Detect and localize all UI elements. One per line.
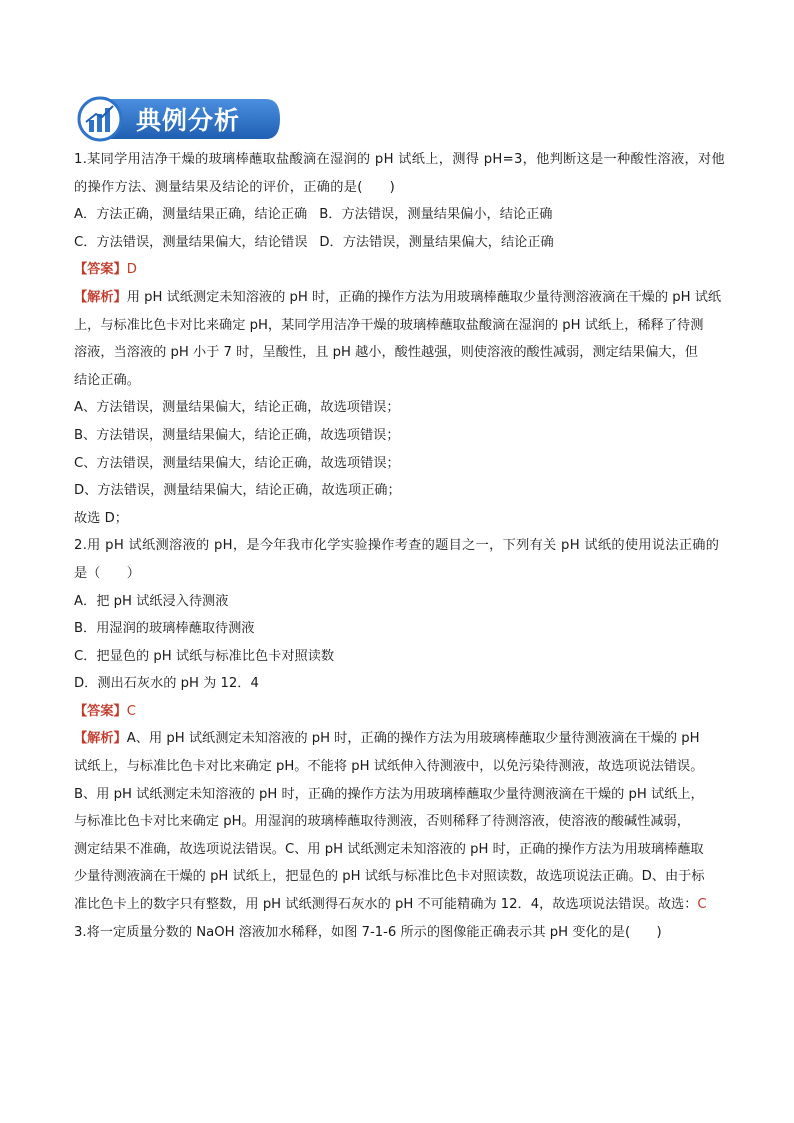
section-title: 典例分析 [136,106,241,135]
analysis-line: B、用 pH 试纸测定未知溶液的 pH 时，正确的操作方法为用玻璃棒蘸取少量待测液滴在干燥的 pH 试纸上， [74,786,704,802]
analysis-line: 溶液，当溶液的 pH 小于 7 时，呈酸性，且 pH 越小，酸性越强，则使溶液的酸性减弱，测定结果偏大，但 [74,345,698,361]
answer-line [74,256,734,284]
option-c: C．把显色的 pH 试纸与标准比色卡对照读数 [74,648,335,664]
document-body [74,146,734,946]
answer-line [74,698,734,726]
analysis-text: 用 pH 试纸测定未知溶液的 pH 时，正确的操作方法为用玻璃棒蘸取少量待测溶液滴在干燥的 pH 试纸 [126,289,722,305]
question-stem-line: 3.将一定质量分数的 NaOH 溶液加水稀释，如图 7-1-6 所示的图像能正确表示其 pH 变化的是( ) [74,924,662,940]
analysis-conclusion: 故选 D； [74,510,128,526]
analysis-text: 准比色卡上的数字只有整数，用 pH 试纸测得石灰水的 pH 不可能精确为 12．4，故选项说法错误。故选： [74,897,698,913]
options-row [74,201,734,229]
answer-value: D [126,262,137,278]
question-stem-line: 1.某同学用洁净干燥的玻璃棒蘸取盐酸滴在湿润的 pH 试纸上，测得 pH=3，他判断这是一种酸性溶液，对他 [74,152,725,167]
question-2 [74,532,734,918]
analysis-line [74,725,734,753]
analysis-item: A、方法错误，测量结果偏大，结论正确，故选项错误； [74,400,400,416]
option-b: B．方法错误，测量结果偏小，结论正确 [319,207,553,223]
analysis-line: 结论正确。 [74,372,140,388]
analysis-line [74,891,734,919]
analysis-line: 与标准比色卡对比来确定 pH。用湿润的玻璃棒蘸取待测液，否则稀释了待测溶液，使溶液的酸碱性减弱， [74,814,690,830]
analysis-line [74,284,734,312]
question-stem-line: 2.用 pH 试纸测溶液的 pH，是今年我市化学实验操作考查的题目之一，下列有关 pH 试纸的使用说法正确的 [74,538,720,554]
analysis-line: 测定结果不准确，故选项说法错误。C、用 pH 试纸测定未知溶液的 pH 时，正确的操作方法为用玻璃棒蘸取 [74,841,704,857]
analysis-item: D、方法错误，测量结果偏大，结论正确，故选项正确； [74,483,401,499]
answer-tag: 【答案】 [74,703,127,719]
analysis-tag: 【解析】 [74,289,127,305]
analysis-tag: 【解析】 [74,731,127,747]
option-c: C．方法错误，测量结果偏大，结论错误 [74,234,308,250]
question-stem-line: 的操作方法、测量结果及结论的评价，正确的是( ) [74,179,396,195]
option-b: B．用湿润的玻璃棒蘸取待测液 [74,621,255,637]
analysis-line: 上，与标准比色卡对比来确定 pH，某同学用洁净干燥的玻璃棒蘸取盐酸滴在湿润的 pH 试纸上，稀释了待测 [74,317,704,333]
question-stem-line: 是（ ） [74,565,140,581]
options-row [74,229,734,257]
option-d: D．测出石灰水的 pH 为 12．4 [74,676,259,692]
analysis-text: A、用 pH 试纸测定未知溶液的 pH 时，正确的操作方法为用玻璃棒蘸取少量待测液滴在干燥的 pH [126,731,700,747]
option-d: D．方法错误，测量结果偏大，结论正确 [319,234,554,250]
answer-tag: 【答案】 [74,262,127,278]
analysis-item: B、方法错误，测量结果偏大，结论正确，故选项错误； [74,427,400,443]
question-3 [74,919,734,947]
analysis-line: 少量待测液滴在干燥的 pH 试纸上，把显色的 pH 试纸与标准比色卡对照读数，故选项说法正确。D、由于标 [74,869,705,885]
question-1 [74,146,734,532]
analysis-answer: C [697,897,707,913]
analysis-line: 试纸上，与标准比色卡对比来确定 pH。不能将 pH 试纸伸入待测液中，以免污染待测液，故选项说法错误。 [74,759,704,775]
analysis-item: C、方法错误，测量结果偏大，结论正确，故选项错误； [74,455,400,471]
option-a: A．把 pH 试纸浸入待测液 [74,593,229,609]
option-a: A．方法正确，测量结果正确，结论正确 [74,207,308,223]
answer-value: C [126,703,136,719]
